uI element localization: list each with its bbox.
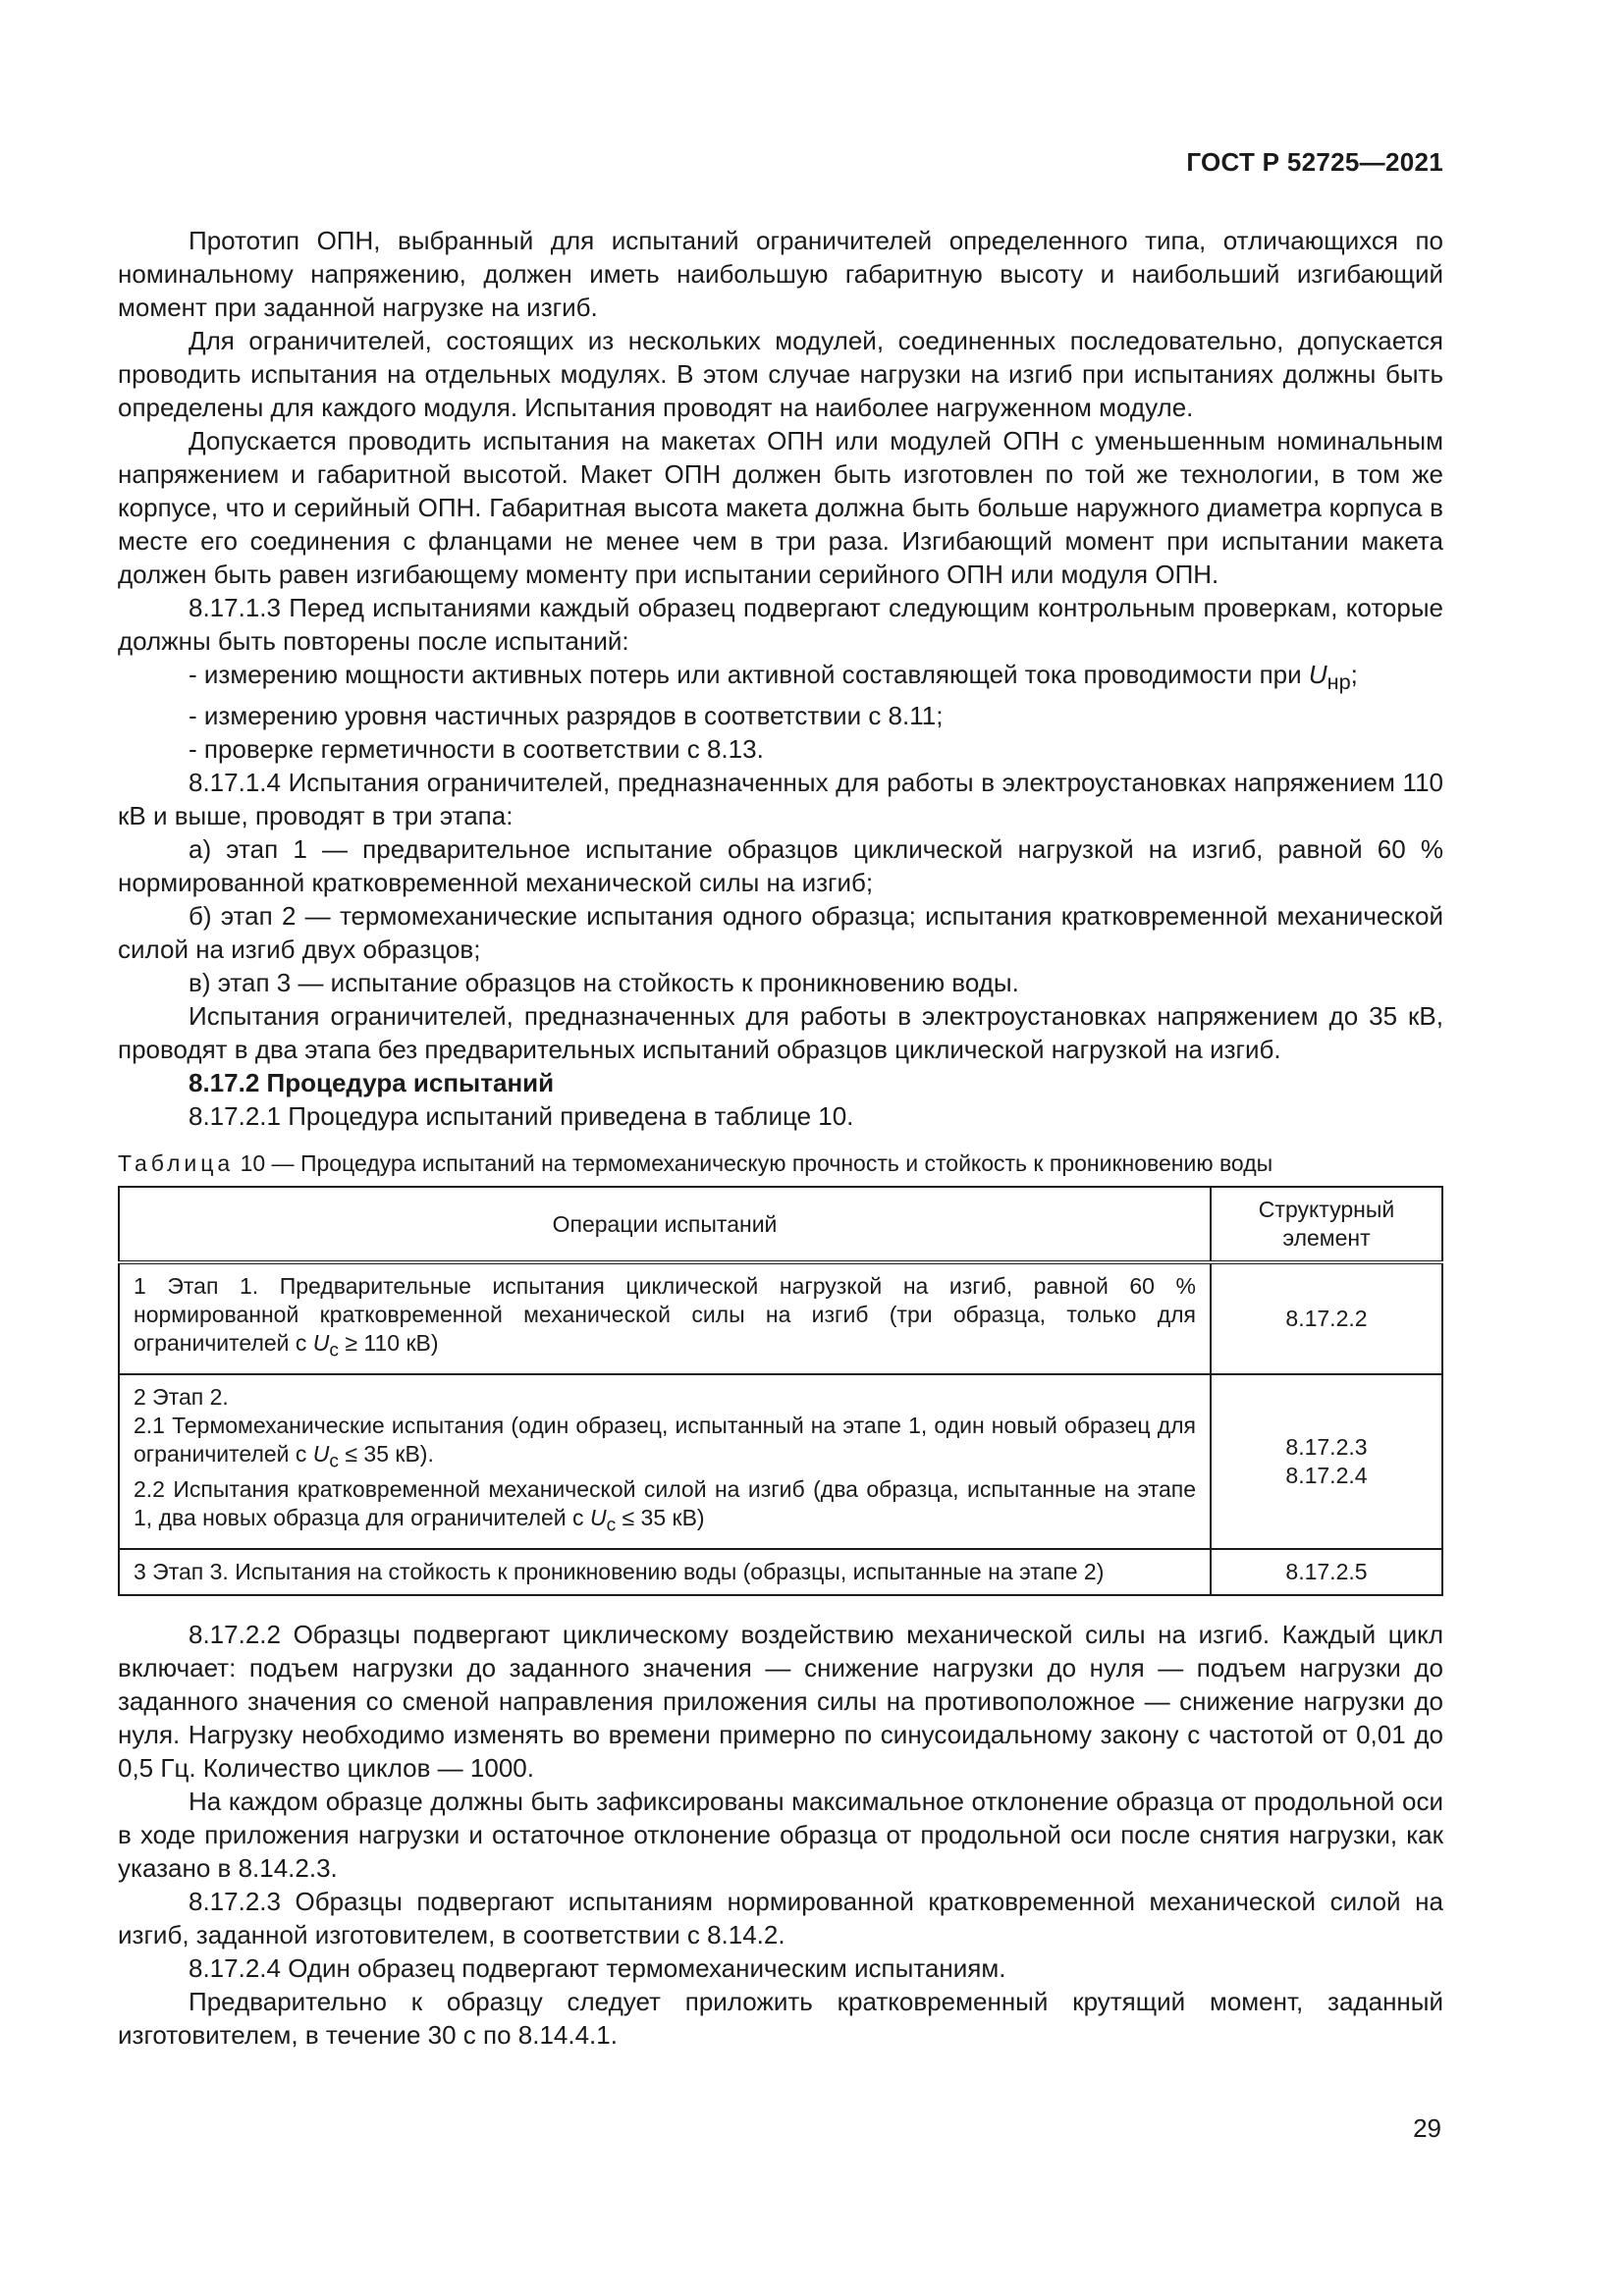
- table-cell-stage1: 1 Этап 1. Предварительные испытания циклической нагрузкой на изгиб, равной 60 % нормированной кратковременной механической силы на изгиб (три образца, только для ограничителей с $U_с \ge 110$ кВ): [119, 1262, 1211, 1374]
- paragraph-mockups: Допускается проводить испытания на макетах ОПН или модулей ОПН с уменьшенным номинальным напряжением и габаритной высотой. Макет ОПН должен быть изготовлен по той же технологии, в том же корпусе, что и серийный ОПН. Габаритная высота макета должна быть больше наружного диаметра корпуса в месте его соединения с фланцами не менее чем в три раза. Изгибающий момент при испытании макета должен быть равен изгибающему моменту при испытании серийного ОПН или модуля ОПН.: [118, 426, 1443, 589]
- check-item-1: - измерению мощности активных потерь или активной составляющей тока проводимости при $U_{нр}$;: [189, 660, 1358, 695]
- paragraph-modules: Для ограничителей, состоящих из нескольких модулей, соединенных последовательно, допускается проводить испытания на отдельных модулях. В этом случае нагрузки на изгиб при испытаниях должны быть определены для каждого модуля. Испытания проводят на наиболее нагруженном модуле.: [118, 326, 1443, 422]
- table-row: [119, 1262, 1442, 1374]
- paragraph-8-17-1-3: 8.17.1.3 Перед испытаниями каждый образец подвергают следующим контрольным проверкам, которые должны быть повторены после испытаний:: [118, 593, 1443, 656]
- check-item-2: - измерению уровня частичных разрядов в соответствии с 8.11;: [189, 701, 944, 731]
- table-row: [119, 1374, 1442, 1549]
- procedure-table: [118, 1186, 1443, 1596]
- voltage-symbol: U: [1308, 660, 1327, 689]
- table-cell-ref: 8.17.2.2: [1211, 1262, 1442, 1374]
- paragraph-torque: Предварительно к образцу следует приложить кратковременный крутящий момент, заданный изготовителем, в течение 30 с по 8.14.4.1.: [118, 1986, 1443, 2050]
- stage-item-a: а) этап 1 — предварительное испытание образцов циклической нагрузкой на изгиб, равной 60 % нормированной кратковременной механической силы на изгиб;: [118, 834, 1443, 898]
- paragraph-prototype: Прототип ОПН, выбранный для испытаний ограничителей определенного типа, отличающихся по номинальному напряжению, должен иметь наибольшую габаритную высоту и наибольший изгибающий момент при заданной нагрузке на изгиб.: [118, 226, 1443, 322]
- paragraph-stages-note: Испытания ограничителей, предназначенных для работы в электроустановках напряжением до 35 кВ, проводят в два этапа без предварительных испытаний образцов циклической нагрузкой на изгиб.: [118, 1001, 1443, 1065]
- standard-header: ГОСТ Р 52725—2021: [1186, 147, 1443, 177]
- page-number: 29: [1413, 2113, 1441, 2143]
- stage-item-c: в) этап 3 — испытание образцов на стойкость к проникновению воды.: [189, 968, 1019, 998]
- table-cell-ref: 8.17.2.3 8.17.2.4: [1211, 1374, 1442, 1549]
- paragraph-8-17-2-2: 8.17.2.2 Образцы подвергают циклическому воздействию механической силы на изгиб. Каждый цикл включает: подъем нагрузки до заданного значения — снижение нагрузки до нуля — подъем нагрузки до заданного значения со сменой направления приложения силы на противоположное — снижение нагрузки до нуля. Нагрузку необходимо изменять во времени примерно по синусоидальному закону с частотой от 0,01 до 0,5 Гц. Количество циклов — 1000.: [118, 1619, 1443, 1783]
- table-row: [119, 1549, 1442, 1595]
- paragraph-8-17-2-4: 8.17.2.4 Один образец подвергают термомеханическим испытаниям.: [189, 1952, 1006, 1983]
- paragraph-deflection: На каждом образце должны быть зафиксированы максимальное отклонение образца от продольной оси в ходе приложения нагрузки и остаточное отклонение образца от продольной оси после снятия нагрузки, как указано в 8.14.2.3.: [118, 1786, 1443, 1883]
- table-cell-stage2: 2 Этап 2. 2.1 Термомеханические испытания (один образец, испытанный на этапе 1, один новый образец для ограничителей с $U_с \le 35$ кВ). 2.2 Испытания кратковременной механической силой на изгиб (два образца, испытанные на этапе 1, два новых образца для ограничителей с $U_с \le 35$ кВ): [119, 1374, 1211, 1549]
- paragraph-8-17-1-4: 8.17.1.4 Испытания ограничителей, предназначенных для работы в электроустановках напряжением 110 кВ и выше, проводят в три этапа:: [118, 768, 1443, 831]
- col-header-operations: Операции испытаний: [119, 1187, 1211, 1262]
- section-heading: 8.17.2 Процедура испытаний: [189, 1068, 555, 1098]
- stage-item-b: б) этап 2 — термомеханические испытания одного образца; испытания кратковременной механической силой на изгиб двух образцов;: [118, 901, 1443, 965]
- check-item-3: - проверке герметичности в соответствии с 8.13.: [189, 734, 764, 765]
- table-cell-stage3: 3 Этап 3. Испытания на стойкость к проникновению воды (образцы, испытанные на этапе 2): [119, 1549, 1211, 1595]
- table-caption: Таблица 10 — Процедура испытаний на термомеханическую прочность и стойкость к проникновению воды: [118, 1150, 1273, 1177]
- table-cell-ref: 8.17.2.5: [1211, 1549, 1442, 1595]
- document-body: [118, 224, 1443, 2052]
- paragraph-8-17-2-3: 8.17.2.3 Образцы подвергают испытаниям нормированной кратковременной механической силой на изгиб, заданной изготовителем, в соответствии с 8.14.2.: [118, 1886, 1443, 1949]
- table-header-row: [119, 1187, 1442, 1262]
- voltage-subscript: нр: [1326, 669, 1351, 695]
- col-header-element: Структурный элемент: [1211, 1187, 1442, 1262]
- paragraph-8-17-2-1: 8.17.2.1 Процедура испытаний приведена в таблице 10.: [189, 1101, 854, 1132]
